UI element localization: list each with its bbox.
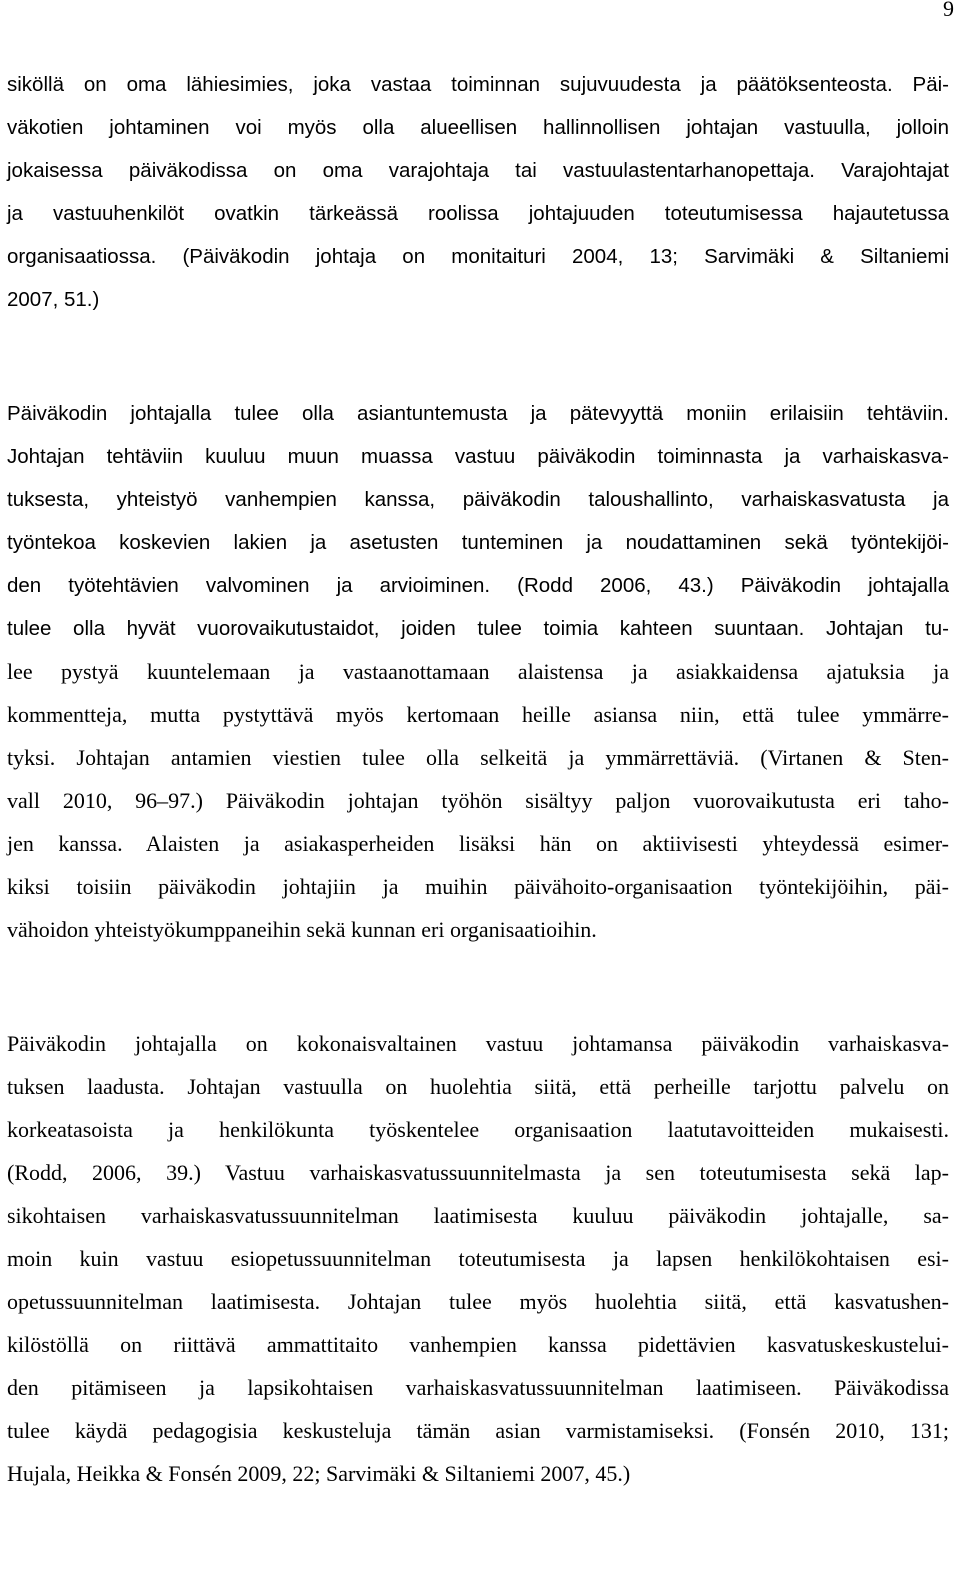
text-line: organisaatiossa. (Päiväkodin johtaja on monitaituri 2004, 13; Sarvimäki & Siltaniemi	[7, 245, 949, 268]
text-line: ja vastuuhenkilöt ovatkin tärkeässä roolissa johtajuuden toteutumisessa hajautetussa	[7, 202, 949, 225]
text-line: jen kanssa. Alaisten ja asiakasperheiden lisäksi hän on aktiivisesti yhteydessä esimer-	[7, 831, 949, 856]
text-line: tuksesta, yhteistyö vanhempien kanssa, päiväkodin taloushallinto, varhaiskasvatusta ja	[7, 488, 949, 511]
text-line: korkeatasoista ja henkilökunta työskentelee organisaation laatutavoitteiden mukaisesti.	[7, 1117, 949, 1142]
text-line: vähoidon yhteistyökumppaneihin sekä kunnan eri organisaatioihin.	[7, 917, 597, 942]
text-line: den työtehtävien valvominen ja arvioiminen. (Rodd 2006, 43.) Päiväkodin johtajalla	[7, 574, 949, 597]
text-line: lee pystyä kuuntelemaan ja vastaanottamaan alaistensa ja asiakkaidensa ajatuksia ja	[7, 659, 949, 684]
text-line: sikohtaisen varhaiskasvatussuunnitelman laatimisesta kuuluu päiväkodin johtajalle, sa-	[7, 1203, 949, 1228]
text-line: den pitämiseen ja lapsikohtaisen varhaiskasvatussuunnitelman laatimiseen. Päiväkodissa	[7, 1375, 949, 1400]
text-line: Päiväkodin johtajalla tulee olla asiantuntemusta ja pätevyyttä moniin erilaisiin tehtäviin.	[7, 402, 949, 425]
text-line: Hujala, Heikka & Fonsén 2009, 22; Sarvimäki & Siltaniemi 2007, 45.)	[7, 1461, 631, 1486]
text-line: Johtajan tehtäviin kuuluu muun muassa vastuu päiväkodin toiminnasta ja varhaiskasva-	[7, 445, 949, 468]
text-line: kilöstöllä on riittävä ammattitaito vanhempien kanssa pidettävien kasvatuskeskustelui-	[7, 1332, 949, 1357]
page-number: 9	[943, 0, 954, 21]
text-line: 2007, 51.)	[7, 288, 100, 311]
text-line: kiksi toisiin päiväkodin johtajiin ja muihin päivähoito-organisaation työntekijöihin, päi-	[7, 874, 949, 899]
text-line: moin kuin vastuu esiopetussuunnitelman toteutumisesta ja lapsen henkilökohtaisen esi-	[7, 1246, 949, 1271]
text-line: väkotien johtaminen voi myös olla alueellisen hallinnollisen johtajan vastuulla, jolloin	[7, 116, 949, 139]
text-line: tuksen laadusta. Johtajan vastuulla on huolehtia siitä, että perheille tarjottu palvelu on	[7, 1074, 949, 1099]
text-line: Päiväkodin johtajalla on kokonaisvaltainen vastuu johtamansa päiväkodin varhaiskasva-	[7, 1031, 949, 1056]
text-line: tulee käydä pedagogisia keskusteluja tämän asian varmistamiseksi. (Fonsén 2010, 131;	[7, 1418, 949, 1443]
text-line: jokaisessa päiväkodissa on oma varajohtaja tai vastuulastentarhanopettaja. Varajohtajat	[7, 159, 949, 182]
text-line: tyksi. Johtajan antamien viestien tulee olla selkeitä ja ymmärrettäviä. (Virtanen & Sten-	[7, 745, 949, 770]
text-line: työntekoa koskevien lakien ja asetusten tunteminen ja noudattaminen sekä työntekijöi-	[7, 531, 949, 554]
text-line: kommentteja, mutta pystyttävä myös kertomaan heille asiansa niin, että tulee ymmärre-	[7, 702, 949, 727]
text-line: tulee olla hyvät vuorovaikutustaidot, joiden tulee toimia kahteen suuntaan. Johtajan tu-	[7, 617, 949, 640]
text-line: (Rodd, 2006, 39.) Vastuu varhaiskasvatussuunnitelmasta ja sen toteutumisesta sekä lap-	[7, 1160, 949, 1185]
text-line: vall 2010, 96–97.) Päiväkodin johtajan työhön sisältyy paljon vuorovaikutusta eri taho-	[7, 788, 949, 813]
text-line: opetussuunnitelman laatimisesta. Johtajan tulee myös huolehtia siitä, että kasvatushen-	[7, 1289, 949, 1314]
text-line: siköllä on oma lähiesimies, joka vastaa toiminnan sujuvuudesta ja päätöksenteosta. Päi-	[7, 73, 949, 96]
